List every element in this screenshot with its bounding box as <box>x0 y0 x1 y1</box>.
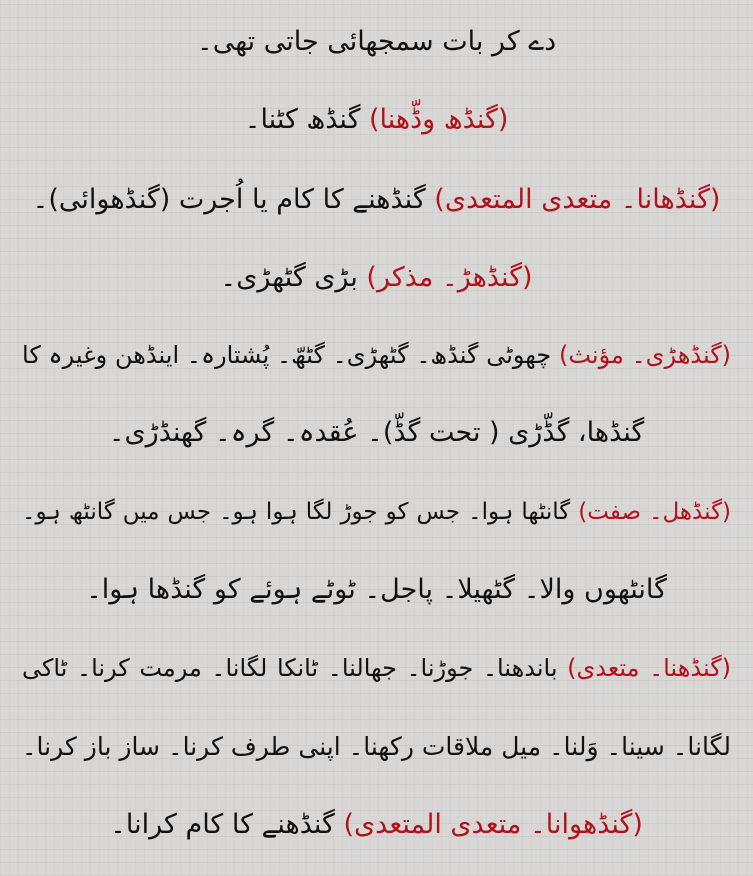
headword: (گنڈھانا۔ متعدی المتعدی) <box>434 184 721 215</box>
definition-text: گنڈھ کٹنا۔ <box>244 104 370 135</box>
headword: (گنڈھل۔ صفت) <box>578 499 731 525</box>
definition-text: گنڈھنے کا کام یا اُجرت (گنڈھوائی)۔ <box>32 184 435 215</box>
headword: (گنڈھ وڈّھنا) <box>369 104 509 135</box>
entry-line-5 <box>22 335 731 375</box>
headword: (گنڈھوانا۔ متعدی المتعدی) <box>343 809 643 840</box>
definition-text: گنڈھنے کا کام کرانا۔ <box>110 809 344 840</box>
entry-line-4 <box>22 258 731 298</box>
definition-text: لگانا۔ سینا۔ وَلنا۔ میل ملاقات رکھنا۔ اپنی طرف کرنا۔ ساز باز کرنا۔ <box>21 732 731 761</box>
definition-text: دے کر بات سمجھائی جاتی تھی۔ <box>196 26 557 57</box>
entry-line-2 <box>22 100 731 140</box>
entry-line-8 <box>22 570 731 610</box>
entry-line-9 <box>22 648 731 688</box>
definition-text: گنڈھا، گڈّڑی ( تحت گڈّ)۔ عُقدہ۔ گرہ۔ گھنڈڑی۔ <box>108 417 645 448</box>
definition-text: بڑی گٹھڑی۔ <box>220 262 367 293</box>
entry-line-1 <box>22 22 731 62</box>
entry-line-10 <box>22 727 731 767</box>
headword: (گنڈھنا۔ متعدی) <box>567 654 732 682</box>
definition-text: گانٹھوں والا۔ گٹھیلا۔ پاجل۔ ٹوٹے ہوئے کو گنڈھا ہوا۔ <box>85 574 668 605</box>
entry-line-3 <box>22 180 731 220</box>
definition-text: چھوٹی گنڈھ۔ گٹھڑی۔ گٹھّ۔ پُشتارہ۔ اینڈھن وغیرہ کا <box>22 341 559 369</box>
entry-line-7 <box>22 492 731 532</box>
entry-line-11 <box>22 805 731 845</box>
entry-line-6 <box>22 413 731 453</box>
definition-text: گانٹھا ہوا۔ جس کو جوڑ لگا ہوا ہو۔ جس میں گانٹھ ہو۔ <box>22 499 579 525</box>
definition-text: باندھنا۔ جوڑنا۔ جھالنا۔ ٹانکا لگانا۔ مرمت کرنا۔ ٹاکی <box>22 654 568 682</box>
headword: (گنڈھڑی۔ مؤنث) <box>558 341 731 369</box>
headword: (گنڈھڑ۔ مذکر) <box>366 262 533 293</box>
